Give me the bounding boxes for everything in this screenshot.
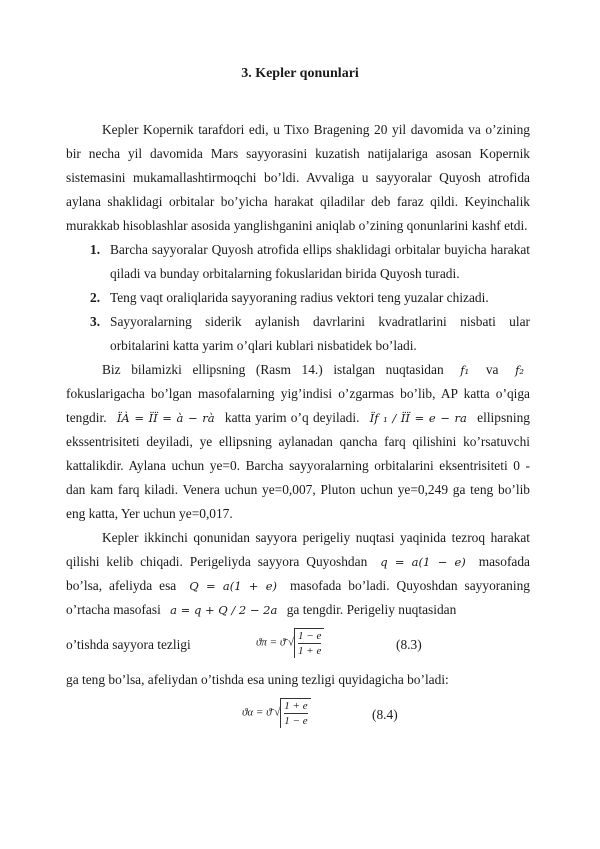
law-item: [66, 238, 530, 286]
law-text: Sayyoralarning siderik aylanish davrlarini kvadratlarini nisbati ular orbitalarini katta yarim o’qlari kublari nisbatidek bo’ladi.: [110, 314, 530, 353]
law-item: [66, 286, 530, 310]
page-title: 3. Kepler qonunlari: [241, 66, 359, 81]
perihelion-text-1: Kepler ikkinchi qonunidan sayyora perigeliy nuqtasi yaqinida tezroq harakat qilishi kelib chiqadi. Perigeliyda sayyora Quyoshdan: [66, 530, 530, 569]
equation-number: (8.4): [372, 707, 398, 722]
paragraph-intro: Kepler Kopernik tarafdori edi, u Tixo Bragening 20 yil davomida va o’zining bir necha yil davomida Mars sayyorasini kuzatish natijalariga asosan Kopernik sistemasini mukamallashtirmoqchi bo’ldi. Avvaliga u sayyoralar Quyosh atrofida aylana shaklidagi orbitalar bo’yicha harakat qiladilar deb faraz qildi. Keyinchalik murakkab hisoblashlar asosida yanglishganini aniqlab o’zining qonunlarini kashf etdi.: [66, 122, 530, 233]
speed-perihelion-formula: ϑπ = ϑ̄ √ $\frac{1 - e}{1 + e}$: [256, 628, 324, 658]
law-item: [66, 310, 530, 358]
focus-f2: f₂: [515, 363, 524, 377]
perihelion-text-3: masofada bo’ladi. Quyoshdan sayyoraning o’rtacha masofasi: [66, 578, 530, 617]
formula-Q: Q = a(1 + e): [189, 579, 278, 593]
equation-number: (8.3): [396, 637, 422, 652]
fraction-numerator: 1 − e: [298, 630, 322, 642]
law-text: Barcha sayyoralar Quyosh atrofida ellips shaklidagi orbitalar buyicha harakat qiladi va bunday orbitalarning fokuslaridan birida Quyosh turadi.: [110, 242, 530, 281]
fraction-numerator: 1 + e: [284, 700, 308, 712]
perihelion-text-2: masofada bo’lsa, afeliyda esa: [66, 554, 530, 593]
fraction-denominator: 1 + e: [298, 645, 322, 657]
speed-aphelion-lhs: ϑα = ϑ̄: [242, 706, 272, 719]
speed-perihelion-lhs: ϑπ = ϑ̄: [256, 636, 286, 649]
law-number: 1.: [90, 242, 101, 257]
law-text: Teng vaqt oraliqlarida sayyoraning radius vektori teng yuzalar chizadi.: [110, 290, 489, 305]
paragraph-perihelion: [66, 526, 530, 622]
formula-a: a = q + Q / 2 − 2a: [170, 603, 278, 617]
law-number: 2.: [90, 290, 101, 305]
speed-aphelion-line: [66, 692, 530, 738]
laws-list: [66, 238, 530, 358]
conjunction: va: [485, 362, 499, 377]
speed-perihelion-line: [66, 622, 530, 668]
formula-q: q = a(1 − e): [380, 555, 466, 569]
fraction-denominator: 1 − e: [284, 715, 308, 727]
afelion-intro: ga teng bo’lsa, afeliydan o’tishda esa uning tezligi quyidagicha bo’ladi:: [66, 672, 449, 687]
body-text: [66, 118, 530, 738]
sqrt-fraction: [280, 698, 310, 728]
paragraph-ellipse: [66, 358, 530, 526]
speed-perihelion-text: o’tishda sayyora tezligi: [66, 637, 191, 652]
focus-f1: f₁: [460, 363, 470, 377]
ellipse-text-3: katta yarim o’q deyiladi.: [224, 410, 360, 425]
law-number: 3.: [90, 314, 101, 329]
ellipse-text-1: Biz bilamizki ellipsning (Rasm 14.) istalgan nuqtasidan: [102, 362, 444, 377]
perihelion-text-4: ga tengdir. Perigeliy nuqtasidan: [286, 602, 457, 617]
ellipse-text-2: fokuslarigacha bo’lgan masofalarning yig’indisi o’zgarmas bo’lib, AP katta o’qiga tengdir.: [66, 386, 530, 425]
speed-aphelion-formula: ϑα = ϑ̄ √ $\frac{1 + e}{1 - e}$: [242, 698, 311, 728]
formula-eccentricity: Ïf ₁ / ÏÏ = e − ra: [369, 411, 467, 425]
formula-semimajor: ÏÀ = ÏÏ = à − rà: [116, 411, 215, 425]
sqrt-fraction: [294, 628, 324, 658]
ellipse-text-4: ellipsning ekssentrisiteti deyiladi, ye ellipsning aylanadan qancha farq qilishini ko’rsatuvchi kattalikdir. Aylana uchun ye=0. Barcha sayyoralarning orbitalarini eksentrisiteti 0 - dan kam farq kiladi. Venera uchun ye=0,007, Pluton uchun ye=0,249 ga teng bo’lib eng katta, Yer uchun ye=0,017.: [66, 410, 530, 521]
